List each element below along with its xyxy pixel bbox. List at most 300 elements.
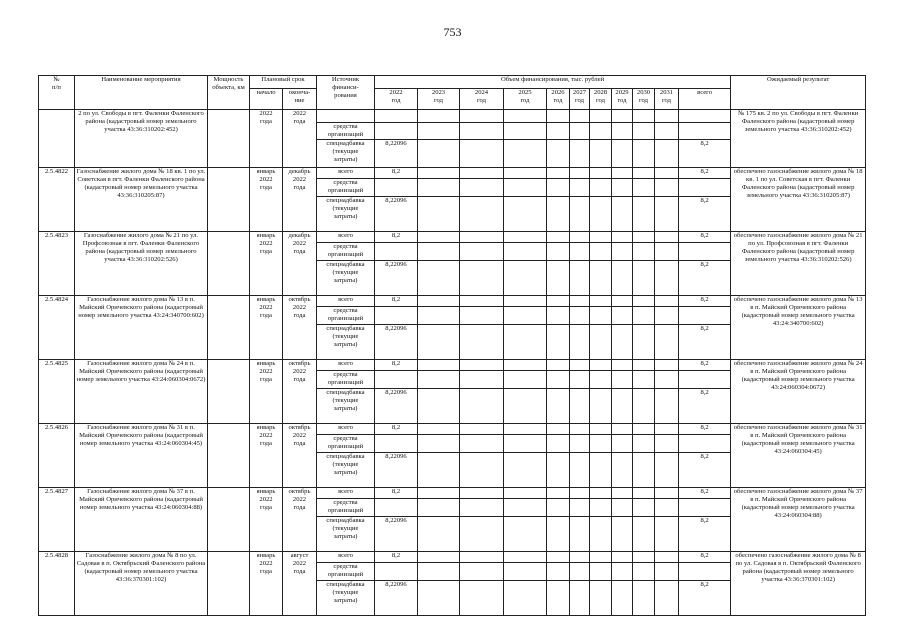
header-end: оконча- ние [283, 89, 317, 110]
year-cell [418, 563, 460, 581]
year-cell [460, 168, 504, 179]
year-cell [504, 581, 547, 616]
year-cell [570, 517, 590, 552]
year-cell [504, 243, 547, 261]
item-start: январь 2022 года [250, 168, 283, 232]
year-cell [612, 123, 633, 140]
year-cell [460, 517, 504, 552]
total-value [679, 563, 731, 581]
year-cell [590, 563, 612, 581]
item-result: обеспечено газоснабжение жилого дома № 18 кв. 1 по ул. Советская в пгт. Фаленки Фаленского района (кадастровый номер земельного участка 43:36:310205:87) [731, 168, 866, 232]
item-result: обеспечено газоснабжение жилого дома № 24 в п. Майский Оричевского района (кадастровый номер земельного участка 43:24:060304:0672) [731, 360, 866, 424]
item-name: 2 по ул. Свободы в пгт. Фаленки Фаленского района (кадастровый номер земельного участка 43:36:310202:452) [75, 110, 208, 168]
item-power [208, 296, 250, 360]
year-cell [504, 168, 547, 179]
year-cell [504, 179, 547, 197]
year-2022-value: 8,2 [375, 360, 418, 371]
year-cell [418, 243, 460, 261]
item-power [208, 168, 250, 232]
item-start: январь 2022 года [250, 232, 283, 296]
item-result: обеспечено газоснабжение жилого дома № 13 в п. Майский Оричевского района (кадастровый номер земельного участка 43:24:340700:602) [731, 296, 866, 360]
year-cell [547, 197, 570, 232]
year-cell [590, 389, 612, 424]
year-cell [570, 371, 590, 389]
item-power [208, 232, 250, 296]
year-cell [633, 435, 655, 453]
year-cell [633, 360, 655, 371]
year-cell [655, 389, 679, 424]
year-cell [504, 110, 547, 123]
header-year-2028: 2028 год [590, 89, 612, 110]
header-year-2022: 2022 год [375, 89, 418, 110]
year-cell [418, 325, 460, 360]
year-2022-value: 8,22096 [375, 140, 418, 168]
year-cell [418, 140, 460, 168]
year-cell [460, 581, 504, 616]
year-2022-value [375, 123, 418, 140]
year-cell [590, 232, 612, 243]
year-cell [418, 261, 460, 296]
year-cell [655, 110, 679, 123]
year-cell [655, 453, 679, 488]
year-cell [655, 168, 679, 179]
year-cell [547, 435, 570, 453]
item-name: Газоснабжение жилого дома № 31 в п. Майский Оричевского района (кадастровый номер земельного участка 43:24:060304:45) [75, 424, 208, 488]
year-cell [612, 517, 633, 552]
header-year-2029: 2029 год [612, 89, 633, 110]
year-cell [655, 197, 679, 232]
year-cell [547, 110, 570, 123]
item-end: октябрь 2022 года [283, 488, 317, 552]
year-cell [590, 179, 612, 197]
year-cell [590, 140, 612, 168]
year-cell [655, 296, 679, 307]
year-cell [418, 488, 460, 499]
year-cell [547, 488, 570, 499]
item-result: обеспечено газоснабжение жилого дома № 37 в п. Майский Оричевского района (кадастровый номер земельного участка 43:24:060304:88) [731, 488, 866, 552]
year-cell [590, 453, 612, 488]
year-cell [460, 261, 504, 296]
year-cell [570, 424, 590, 435]
year-2022-value: 8,2 [375, 552, 418, 563]
item-name: Газоснабжение жилого дома № 8 по ул. Садовая в п. Октябрьский Фаленского района (кадастровый номер земельного участка 43:36:370301:102) [75, 552, 208, 616]
year-cell [655, 261, 679, 296]
source-label: средства организаций [317, 243, 375, 261]
year-cell [570, 389, 590, 424]
year-2022-value [375, 243, 418, 261]
total-value: 8,2 [679, 140, 731, 168]
header-volume: Объем финансирования, тыс. рублей [375, 76, 731, 89]
year-cell [570, 179, 590, 197]
year-cell [570, 435, 590, 453]
year-cell [547, 424, 570, 435]
source-label: средства организаций [317, 123, 375, 140]
item-num: 2.5.4824 [39, 296, 75, 360]
source-label: всего [317, 552, 375, 563]
source-label: спецнадбавка (текущие затраты) [317, 325, 375, 360]
year-cell [633, 197, 655, 232]
financing-table [38, 75, 866, 616]
year-cell [655, 581, 679, 616]
year-cell [612, 296, 633, 307]
year-cell [418, 517, 460, 552]
year-cell [547, 581, 570, 616]
year-cell [612, 581, 633, 616]
total-value: 8,2 [679, 296, 731, 307]
item-name: Газоснабжение жилого дома № 21 по ул. Профсоюзная в пгт. Фаленки Фаленского района (кадастровый номер земельного участка 43:36:310202:526) [75, 232, 208, 296]
year-cell [655, 360, 679, 371]
header-year-2026: 2026 год [547, 89, 570, 110]
source-label: средства организаций [317, 435, 375, 453]
year-cell [504, 435, 547, 453]
year-cell [633, 499, 655, 517]
item-result: обеспечено газоснабжение жилого дома № 31 в п. Майский Оричевского района (кадастровый номер земельного участка 43:24:060304:45) [731, 424, 866, 488]
year-cell [590, 517, 612, 552]
item-name: Газоснабжение жилого дома № 18 кв. 1 по ул. Советская в пгт. Фаленки Фаленского района (кадастровый номер земельного участка 43:36:310205:87) [75, 168, 208, 232]
year-cell [612, 389, 633, 424]
year-cell [547, 168, 570, 179]
year-cell [633, 517, 655, 552]
year-cell [612, 307, 633, 325]
year-cell [633, 371, 655, 389]
item-start: 2022 года [250, 110, 283, 168]
year-cell [612, 110, 633, 123]
year-cell [418, 389, 460, 424]
year-cell [460, 435, 504, 453]
year-cell [504, 123, 547, 140]
source-label: средства организаций [317, 307, 375, 325]
year-cell [547, 123, 570, 140]
total-value: 8,2 [679, 360, 731, 371]
year-cell [633, 307, 655, 325]
total-value: 8,2 [679, 232, 731, 243]
year-cell [547, 552, 570, 563]
year-2022-value: 8,22096 [375, 581, 418, 616]
year-cell [418, 232, 460, 243]
year-cell [633, 296, 655, 307]
header-year-2030: 2030 год [633, 89, 655, 110]
year-cell [655, 517, 679, 552]
year-cell [570, 261, 590, 296]
page-number: 753 [443, 25, 462, 39]
item-num: 2.5.4825 [39, 360, 75, 424]
year-cell [633, 581, 655, 616]
year-cell [655, 371, 679, 389]
header-start: начало [250, 89, 283, 110]
year-cell [418, 168, 460, 179]
year-cell [460, 140, 504, 168]
year-cell [460, 499, 504, 517]
year-cell [460, 325, 504, 360]
source-label: средства организаций [317, 499, 375, 517]
header-year-2027: 2027 год [570, 89, 590, 110]
total-value [679, 243, 731, 261]
source-empty [317, 110, 375, 123]
year-2022-value: 8,2 [375, 296, 418, 307]
year-cell [612, 360, 633, 371]
year-cell [547, 307, 570, 325]
source-label: спецнадбавка (текущие затраты) [317, 581, 375, 616]
year-cell [460, 453, 504, 488]
item-start: январь 2022 года [250, 424, 283, 488]
year-cell [418, 307, 460, 325]
year-cell [612, 435, 633, 453]
year-cell [418, 360, 460, 371]
item-num: 2.5.4828 [39, 552, 75, 616]
year-cell [655, 552, 679, 563]
total-value: 8,2 [679, 325, 731, 360]
year-cell [633, 389, 655, 424]
item-num: 2.5.4822 [39, 168, 75, 232]
source-label: средства организаций [317, 563, 375, 581]
year-cell [547, 371, 570, 389]
total-value: 8,2 [679, 168, 731, 179]
year-cell [418, 110, 460, 123]
year-cell [504, 360, 547, 371]
year-cell [590, 243, 612, 261]
year-cell [570, 123, 590, 140]
total-value [679, 307, 731, 325]
item-start: январь 2022 года [250, 552, 283, 616]
year-cell [418, 296, 460, 307]
year-2022-value [375, 110, 418, 123]
total-value [679, 499, 731, 517]
source-label: спецнадбавка (текущие затраты) [317, 261, 375, 296]
year-cell [504, 424, 547, 435]
source-label: всего [317, 488, 375, 499]
year-cell [590, 435, 612, 453]
year-cell [547, 179, 570, 197]
year-cell [460, 307, 504, 325]
total-value: 8,2 [679, 389, 731, 424]
year-cell [612, 140, 633, 168]
source-label: всего [317, 168, 375, 179]
item-power [208, 552, 250, 616]
year-cell [612, 488, 633, 499]
year-cell [590, 325, 612, 360]
year-2022-value [375, 179, 418, 197]
source-label: всего [317, 424, 375, 435]
year-cell [504, 453, 547, 488]
source-label: средства организаций [317, 179, 375, 197]
year-cell [633, 232, 655, 243]
total-value: 8,2 [679, 197, 731, 232]
year-cell [547, 517, 570, 552]
year-cell [612, 499, 633, 517]
year-cell [547, 389, 570, 424]
item-num: 2.5.4826 [39, 424, 75, 488]
source-label: всего [317, 232, 375, 243]
year-cell [590, 261, 612, 296]
year-cell [570, 488, 590, 499]
year-cell [612, 563, 633, 581]
year-cell [633, 488, 655, 499]
total-value [679, 371, 731, 389]
item-start: январь 2022 года [250, 360, 283, 424]
year-cell [612, 179, 633, 197]
header-year-2023: 2023 год [418, 89, 460, 110]
year-2022-value: 8,22096 [375, 453, 418, 488]
total-value [679, 435, 731, 453]
total-value: 8,2 [679, 581, 731, 616]
year-cell [655, 243, 679, 261]
year-cell [460, 371, 504, 389]
year-cell [460, 563, 504, 581]
year-cell [633, 261, 655, 296]
year-cell [633, 168, 655, 179]
year-cell [504, 261, 547, 296]
total-value: 8,2 [679, 517, 731, 552]
header-result: Ожидаемый результат [731, 76, 866, 110]
total-value [679, 110, 731, 123]
year-2022-value: 8,22096 [375, 197, 418, 232]
year-cell [418, 435, 460, 453]
year-cell [570, 581, 590, 616]
item-end: октябрь 2022 года [283, 424, 317, 488]
year-cell [570, 296, 590, 307]
source-label: спецнадбавка (текущие затраты) [317, 140, 375, 168]
year-2022-value: 8,2 [375, 168, 418, 179]
year-cell [460, 488, 504, 499]
year-cell [612, 232, 633, 243]
source-label: спецнадбавка (текущие затраты) [317, 517, 375, 552]
year-cell [655, 307, 679, 325]
year-cell [590, 581, 612, 616]
item-name: Газоснабжение жилого дома № 37 в п. Майский Оричевского района (кадастровый номер земельного участка 43:24:060304:88) [75, 488, 208, 552]
year-cell [655, 424, 679, 435]
year-cell [504, 552, 547, 563]
year-cell [547, 453, 570, 488]
item-power [208, 360, 250, 424]
year-2022-value [375, 307, 418, 325]
year-cell [590, 123, 612, 140]
year-2022-value: 8,22096 [375, 261, 418, 296]
year-cell [590, 424, 612, 435]
source-label: спецнадбавка (текущие затраты) [317, 389, 375, 424]
total-value [679, 179, 731, 197]
year-cell [504, 563, 547, 581]
year-cell [547, 232, 570, 243]
total-value: 8,2 [679, 488, 731, 499]
year-cell [570, 197, 590, 232]
year-cell [590, 168, 612, 179]
item-start: январь 2022 года [250, 488, 283, 552]
year-cell [633, 140, 655, 168]
year-cell [570, 325, 590, 360]
header-year-2024: 2024 год [460, 89, 504, 110]
year-cell [547, 296, 570, 307]
item-end: декабрь 2022 года [283, 168, 317, 232]
year-cell [633, 123, 655, 140]
year-cell [590, 197, 612, 232]
year-cell [612, 371, 633, 389]
item-end: октябрь 2022 года [283, 360, 317, 424]
header-period: Плановый срок [250, 76, 317, 89]
year-cell [418, 499, 460, 517]
year-cell [655, 488, 679, 499]
total-value: 8,2 [679, 424, 731, 435]
year-cell [612, 552, 633, 563]
year-cell [633, 424, 655, 435]
year-2022-value: 8,22096 [375, 389, 418, 424]
year-cell [570, 243, 590, 261]
year-cell [633, 179, 655, 197]
year-cell [460, 552, 504, 563]
year-cell [460, 296, 504, 307]
year-cell [547, 360, 570, 371]
year-cell [590, 499, 612, 517]
source-label: спецнадбавка (текущие затраты) [317, 453, 375, 488]
year-cell [504, 325, 547, 360]
source-label: всего [317, 360, 375, 371]
year-cell [418, 453, 460, 488]
year-cell [570, 110, 590, 123]
source-label: спецнадбавка (текущие затраты) [317, 197, 375, 232]
year-cell [655, 123, 679, 140]
total-value: 8,2 [679, 453, 731, 488]
item-name: Газоснабжение жилого дома № 13 в п. Майский Оричевского района (кадастровый номер земельного участка 43:24:340700:602) [75, 296, 208, 360]
year-2022-value: 8,22096 [375, 517, 418, 552]
item-result: обеспечено газоснабжение жилого дома № 8 по ул. Садовая в п. Октябрьский Фаленского района (кадастровый номер земельного участка 43:36:370301:102) [731, 552, 866, 616]
item-power [208, 424, 250, 488]
year-cell [460, 110, 504, 123]
year-cell [547, 140, 570, 168]
year-cell [570, 140, 590, 168]
total-value: 8,2 [679, 552, 731, 563]
header-total: всего [679, 89, 731, 110]
year-2022-value [375, 563, 418, 581]
year-cell [418, 123, 460, 140]
header-year-2025: 2025 год [504, 89, 547, 110]
year-cell [612, 243, 633, 261]
year-cell [590, 307, 612, 325]
year-cell [418, 552, 460, 563]
header-source: Источник финанси- рования [317, 76, 375, 110]
year-cell [633, 325, 655, 360]
year-cell [570, 563, 590, 581]
year-cell [547, 243, 570, 261]
year-cell [504, 140, 547, 168]
year-cell [504, 296, 547, 307]
year-cell [633, 563, 655, 581]
year-2022-value: 8,2 [375, 488, 418, 499]
year-cell [612, 197, 633, 232]
year-cell [547, 563, 570, 581]
year-2022-value: 8,22096 [375, 325, 418, 360]
year-cell [590, 552, 612, 563]
item-start: январь 2022 года [250, 296, 283, 360]
item-name: Газоснабжение жилого дома № 24 в п. Майский Оричевского района (кадастровый номер земельного участка 43:24:060304:0672) [75, 360, 208, 424]
year-cell [547, 325, 570, 360]
year-cell [504, 488, 547, 499]
year-2022-value [375, 435, 418, 453]
year-cell [655, 499, 679, 517]
year-cell [460, 389, 504, 424]
year-cell [547, 499, 570, 517]
year-cell [612, 168, 633, 179]
year-cell [418, 371, 460, 389]
year-cell [655, 435, 679, 453]
item-power [208, 110, 250, 168]
source-label: средства организаций [317, 371, 375, 389]
header-num: № п/п [39, 76, 75, 110]
year-cell [612, 424, 633, 435]
item-num: 2.5.4823 [39, 232, 75, 296]
year-cell [633, 243, 655, 261]
total-value [679, 123, 731, 140]
year-cell [633, 110, 655, 123]
year-cell [590, 371, 612, 389]
